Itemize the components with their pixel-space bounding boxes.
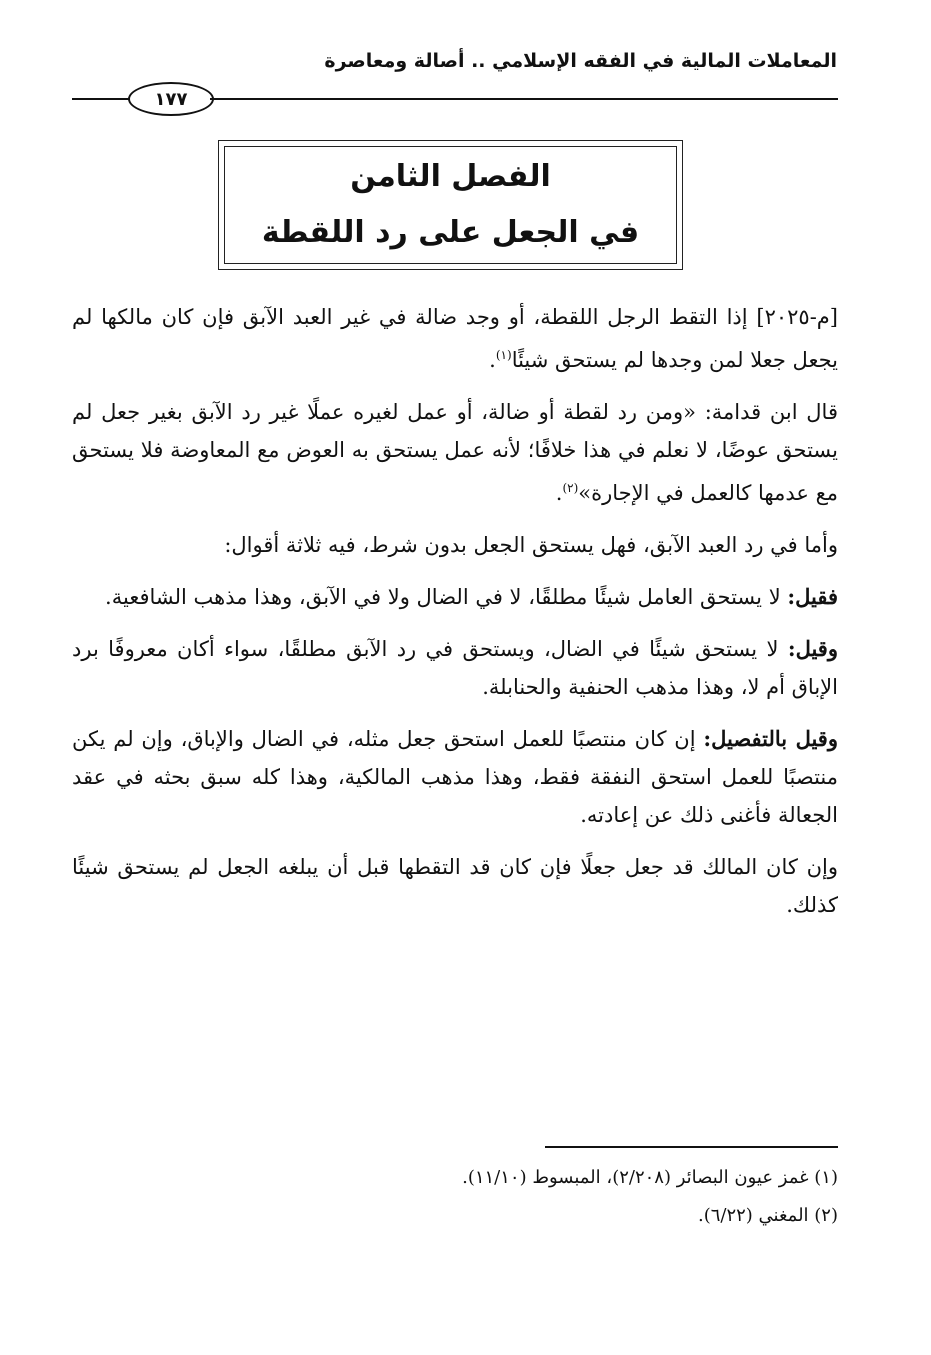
paragraph-text: قال ابن قدامة: «ومن رد لقطة أو ضالة، أو عمل لغيره عملًا غير رد الآبق بغير جعل لم يستحق عوضًا، لا نعلم في هذا خلافًا؛ لأنه عمل يستحق به العوض مع المعاوضة فلا يستحق مع عدمها كالعمل في الإجارة»	[72, 400, 838, 505]
footnotes	[72, 1162, 838, 1238]
page-number-oval	[128, 82, 214, 116]
footnote-2: (٢) المغني (٦/٢٢).	[697, 1205, 838, 1226]
chapter-number: الفصل الثامن	[350, 159, 551, 194]
header-rule-left	[72, 98, 130, 100]
paragraph	[72, 630, 838, 706]
paragraph-lead: فقيل:	[787, 584, 838, 609]
paragraph	[72, 720, 838, 834]
footnote-ref: (١)	[495, 348, 512, 362]
paragraph-text: لا يستحق العامل شيئًا مطلقًا، لا في الضال ولا في الآبق، وهذا مذهب الشافعية.	[105, 585, 788, 609]
paragraph-text: وأما في رد العبد الآبق، فهل يستحق الجعل بدون شرط، فيه ثلاثة أقوال:	[224, 533, 838, 557]
paragraph	[72, 298, 838, 379]
chapter-title-box	[218, 140, 683, 270]
running-header-title: المعاملات المالية في الفقه الإسلامي .. أصالة ومعاصرة	[324, 50, 837, 72]
footnote-separator	[545, 1146, 838, 1148]
footnote-1: (١) غمز عيون البصائر (٢/٢٠٨)، المبسوط (١١/١٠).	[462, 1167, 838, 1188]
paragraph-lead: وقيل:	[787, 636, 838, 661]
paragraph	[72, 526, 838, 564]
paragraph-text: إن كان منتصبًا للعمل استحق جعل مثله، في الضال والإباق، وإن لم يكن منتصبًا للعمل استحق النفقة فقط، وهذا مذهب المالكية، وهذا كله سبق بحثه في عقد الجعالة فأغنى ذلك عن إعادته.	[72, 727, 838, 827]
header-rule-right	[210, 98, 838, 100]
chapter-title-inner-frame	[224, 146, 677, 264]
paragraph	[72, 393, 838, 512]
paragraph-text: لا يستحق شيئًا في الضال، ويستحق في رد الآبق مطلقًا، سواء أكان معروفًا برد الإباق أم لا، وهذا مذهب الحنفية والحنابلة.	[72, 637, 838, 699]
footnote-ref: (٢)	[562, 481, 579, 495]
paragraph-lead: وقيل بالتفصيل:	[703, 726, 838, 751]
chapter-title: في الجعل على رد اللقطة	[261, 215, 640, 250]
body-text	[72, 298, 838, 938]
paragraph-text: وإن كان المالك قد جعل جعلًا فإن كان قد التقطها قبل أن يبلغه الجعل لم يستحق شيئًا كذلك.	[72, 855, 838, 917]
paragraph	[72, 848, 838, 924]
page-number: ١٧٧	[154, 88, 188, 110]
paragraph-text: [م-٢٠٢٥] إذا التقط الرجل اللقطة، أو وجد ضالة في غير العبد الآبق فإن كان مالكها لم يجعل جعلا لمن وجدها لم يستحق شيئًا	[72, 305, 838, 372]
paragraph	[72, 578, 838, 616]
paragraph-end: .	[489, 348, 496, 372]
paragraph-end: .	[555, 481, 563, 505]
